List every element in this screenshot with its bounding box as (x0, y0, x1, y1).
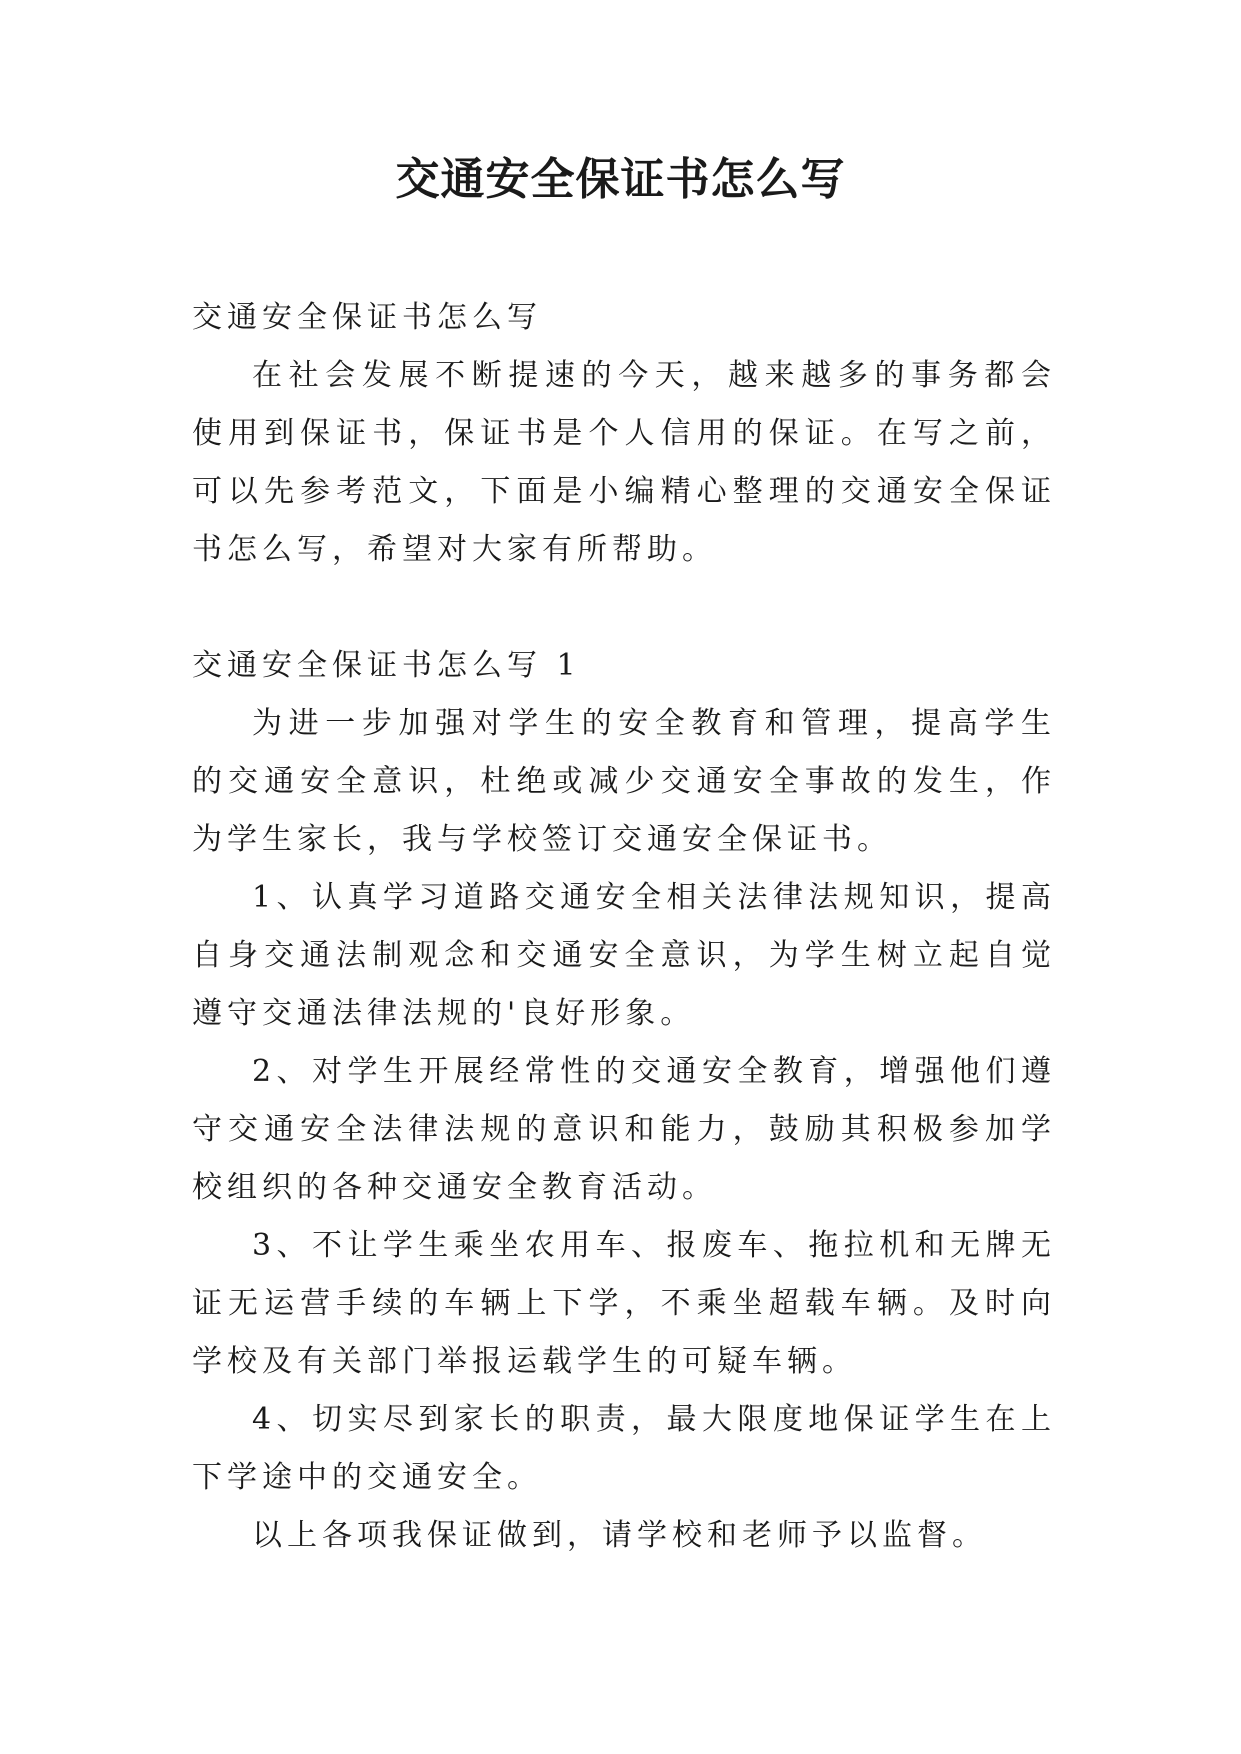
section-1-item-3: 3、不让学生乘坐农用车、报废车、拖拉机和无牌无证无运营手续的车辆上下学，不乘坐超载车辆。及时向学校及有关部门举报运载学生的可疑车辆。 (192, 1228, 1056, 1379)
section-1-item-1: 1、认真学习道路交通安全相关法律法规知识，提高自身交通法制观念和交通安全意识，为学生树立起自觉遵守交通法律法规的'良好形象。 (192, 880, 1056, 1031)
document-body (192, 289, 1056, 1565)
section-1-paragraph: 为进一步加强对学生的安全教育和管理，提高学生的交通安全意识，杜绝或减少交通安全事故的发生，作为学生家长，我与学校签订交通安全保证书。 (192, 706, 1056, 857)
section-1-closing: 以上各项我保证做到，请学校和老师予以监督。 (252, 1518, 987, 1553)
section-1-heading: 交通安全保证书怎么写 1 (192, 648, 581, 683)
intro-paragraph: 在社会发展不断提速的今天，越来越多的事务都会使用到保证书，保证书是个人信用的保证。在写之前，可以先参考范文，下面是小编精心整理的交通安全保证书怎么写，希望对大家有所帮助。 (192, 358, 1056, 567)
section-spacer (192, 579, 1056, 637)
section-1-item-2: 2、对学生开展经常性的交通安全教育，增强他们遵守交通安全法律法规的意识和能力，鼓励其积极参加学校组织的各种交通安全教育活动。 (192, 1054, 1056, 1205)
document-title: 交通安全保证书怎么写 (395, 154, 846, 205)
section-1-item-4: 4、切实尽到家长的职责，最大限度地保证学生在上下学途中的交通安全。 (192, 1402, 1056, 1495)
intro-heading: 交通安全保证书怎么写 (192, 300, 542, 335)
